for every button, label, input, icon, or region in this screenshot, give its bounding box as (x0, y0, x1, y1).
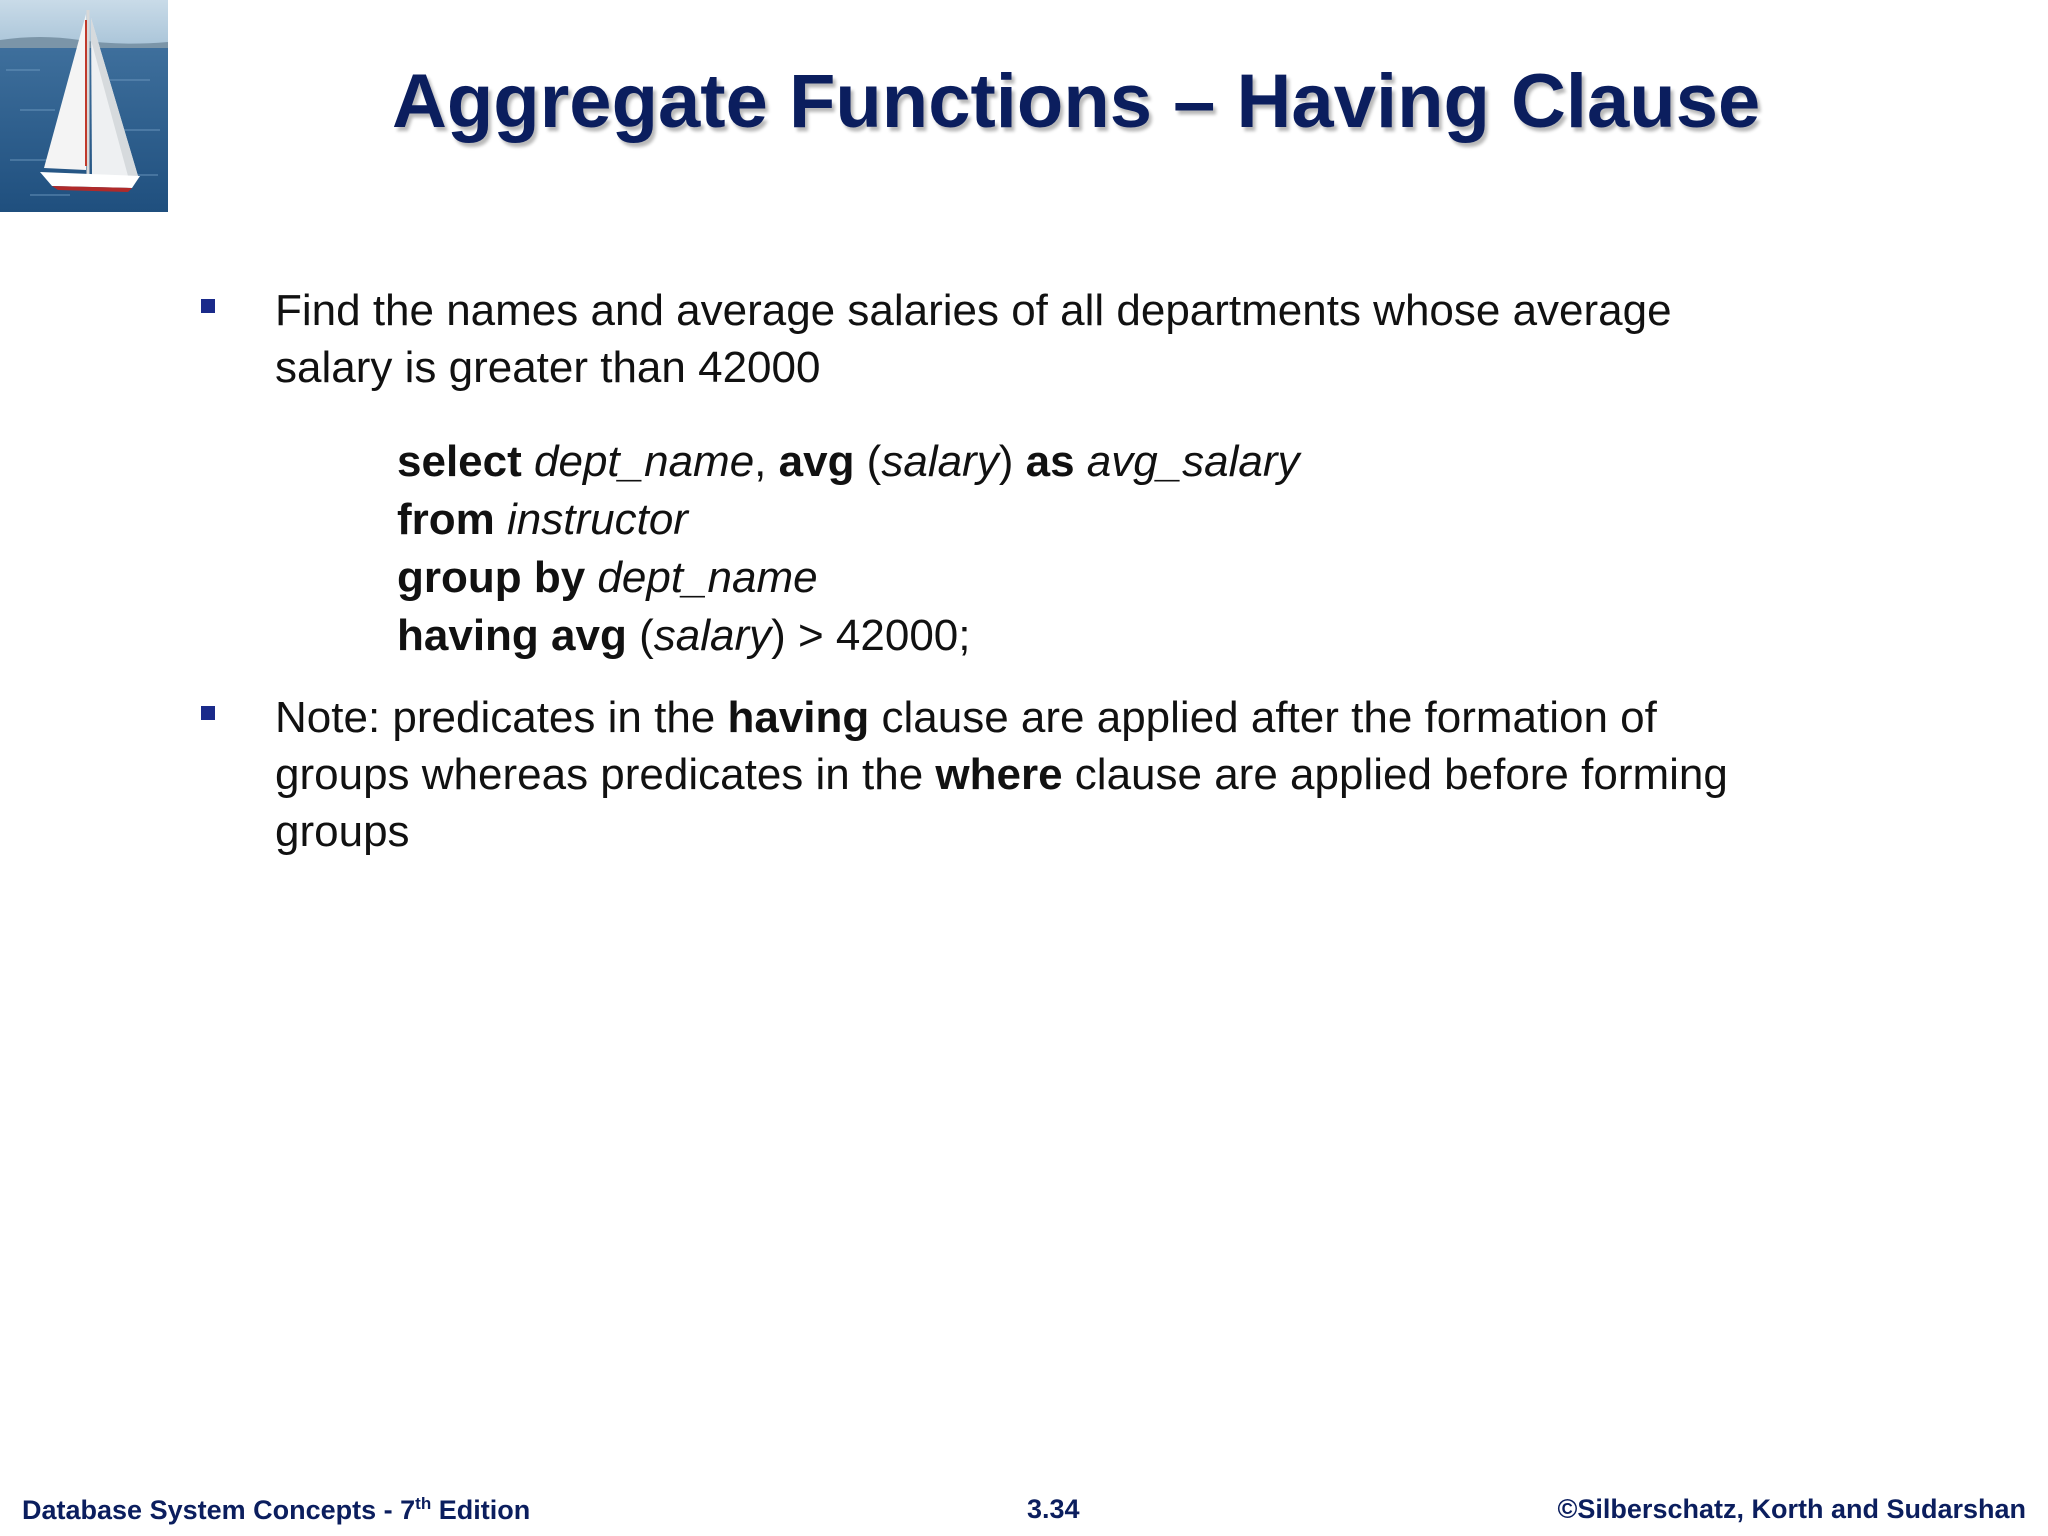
query-line-group-by: group by dept_name (397, 553, 818, 602)
query-line-having: having avg (salary) > 42000; (397, 611, 971, 660)
query-line-select: select dept_name, avg (salary) as avg_salary (397, 437, 1300, 486)
bullet-2-line-1: Note: predicates in the having clause are applied after the formation of (275, 693, 1657, 742)
bullet-2-line-2: groups whereas predicates in the where clause are applied before forming (275, 750, 1728, 799)
bullet-marker-2 (201, 706, 215, 720)
footer-book-title: Database System Concepts - 7th Edition (22, 1494, 531, 1525)
footer-copyright: ©Silberschatz, Korth and Sudarshan (1557, 1494, 2026, 1524)
bullet-text-1 (275, 282, 1672, 396)
bullet-text-2 (275, 689, 1728, 860)
footer-page-number: 3.34 (1027, 1494, 1080, 1524)
bullet-1-line-1: Find the names and average salaries of all departments whose average (275, 286, 1672, 335)
slide-title: Aggregate Functions – Having Clause (392, 59, 1761, 144)
sql-query (397, 433, 1300, 665)
sailboat-logo-icon (0, 0, 168, 212)
bullet-2-line-3: groups (275, 807, 410, 856)
bullet-marker-1 (201, 299, 215, 313)
query-line-from: from instructor (397, 495, 688, 544)
bullet-1-line-2: salary is greater than 42000 (275, 343, 821, 392)
